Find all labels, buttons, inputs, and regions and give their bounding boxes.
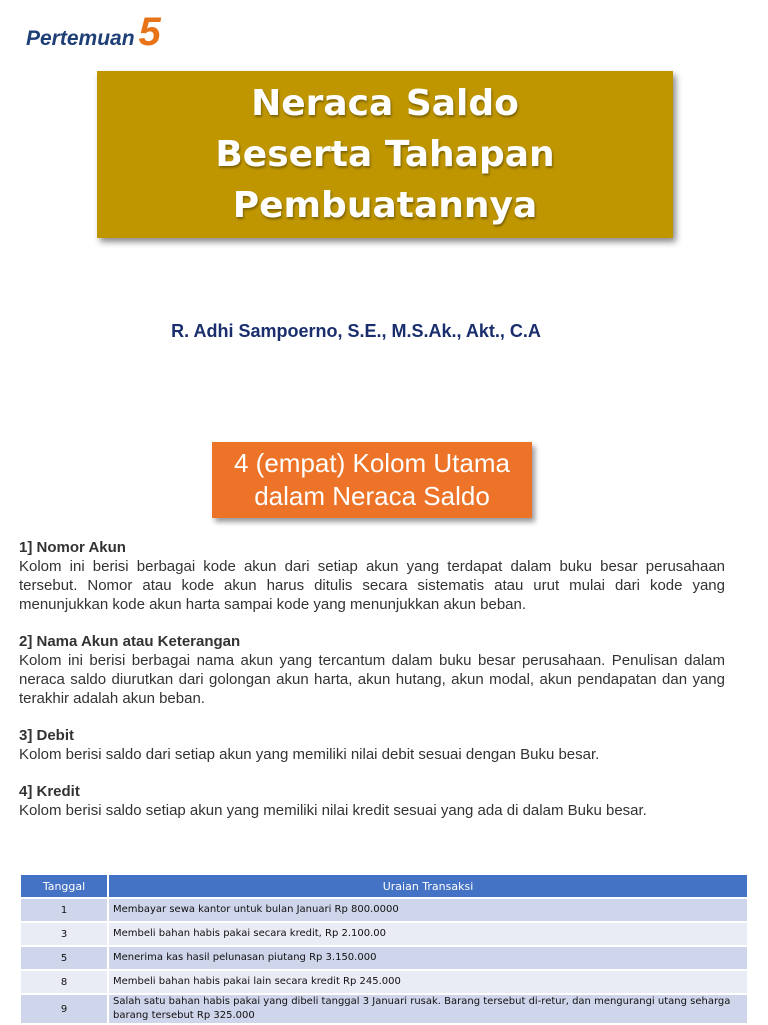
column-descriptions — [19, 538, 725, 838]
cell-date: 1 — [21, 899, 109, 921]
cell-date: 9 — [21, 995, 109, 1023]
section-heading: 2] Nama Akun atau Keterangan — [19, 633, 241, 650]
section-body: Kolom ini berisi berbagai kode akun dari setiap akun yang terdapat dalam buku besar perusahaan tersebut. Nomor atau kode akun harus ditulis secara sistematis atau urut mulai dari kode yang menunjukkan kode akun harta sampai kode yang menunjukkan akun beban. — [19, 558, 725, 613]
table-row — [21, 899, 747, 921]
cell-description: Membeli bahan habis pakai lain secara kredit Rp 245.000 — [109, 971, 747, 993]
section-body: Kolom ini berisi berbagai nama akun yang tercantum dalam buku besar perusahaan. Penulisan dalam neraca saldo diurutkan dari golongan akun harta, akun hutang, akun modal, akun pendapatan dan yang terakhir adalah akun beban. — [19, 652, 725, 707]
cell-description: Membeli bahan habis pakai secara kredit, Rp 2.100.00 — [109, 923, 747, 945]
subtitle-text — [234, 447, 510, 513]
section-nama-akun — [19, 632, 725, 708]
title-line-3: Pembuatannya — [232, 185, 538, 226]
section-body: Kolom berisi saldo setiap akun yang memiliki nilai kredit sesuai yang ada di dalam Buku besar. — [19, 802, 647, 819]
cell-date: 3 — [21, 923, 109, 945]
section-heading: 1] Nomor Akun — [19, 539, 126, 556]
header-uraian: Uraian Transaksi — [109, 875, 747, 897]
table-row — [21, 971, 747, 993]
session-word: Pertemuan — [26, 27, 135, 50]
transactions-table — [21, 873, 747, 1025]
session-number: 5 — [138, 10, 161, 54]
page-title — [215, 78, 554, 231]
table-row — [21, 947, 747, 969]
cell-date: 8 — [21, 971, 109, 993]
session-label — [26, 10, 161, 55]
subtitle-line-1: 4 (empat) Kolom Utama — [234, 448, 510, 478]
section-debit — [19, 726, 725, 764]
table-row — [21, 995, 747, 1023]
subtitle-banner — [212, 442, 532, 518]
title-line-2: Beserta Tahapan — [215, 134, 555, 175]
section-heading: 3] Debit — [19, 727, 75, 744]
author-name: R. Adhi Sampoerno, S.E., M.S.Ak., Akt., C.A — [171, 321, 541, 341]
section-nomor-akun — [19, 538, 725, 614]
cell-description: Salah satu bahan habis pakai yang dibeli tanggal 3 Januari rusak. Barang tersebut di-retur, dan mengurangi utang seharga barang tersebut Rp 325.000 — [109, 995, 747, 1023]
table-header-row — [21, 875, 747, 897]
section-heading: 4] Kredit — [19, 783, 80, 800]
table-row — [21, 923, 747, 945]
section-body: Kolom berisi saldo dari setiap akun yang memiliki nilai debit sesuai dengan Buku besar. — [19, 746, 600, 763]
header-tanggal: Tanggal — [21, 875, 109, 897]
section-kredit — [19, 782, 725, 820]
title-line-1: Neraca Saldo — [251, 83, 519, 124]
cell-date: 5 — [21, 947, 109, 969]
subtitle-line-2: dalam Neraca Saldo — [254, 481, 490, 511]
title-banner — [97, 71, 673, 238]
cell-description: Membayar sewa kantor untuk bulan Januari Rp 800.0000 — [109, 899, 747, 921]
cell-description: Menerima kas hasil pelunasan piutang Rp 3.150.000 — [109, 947, 747, 969]
